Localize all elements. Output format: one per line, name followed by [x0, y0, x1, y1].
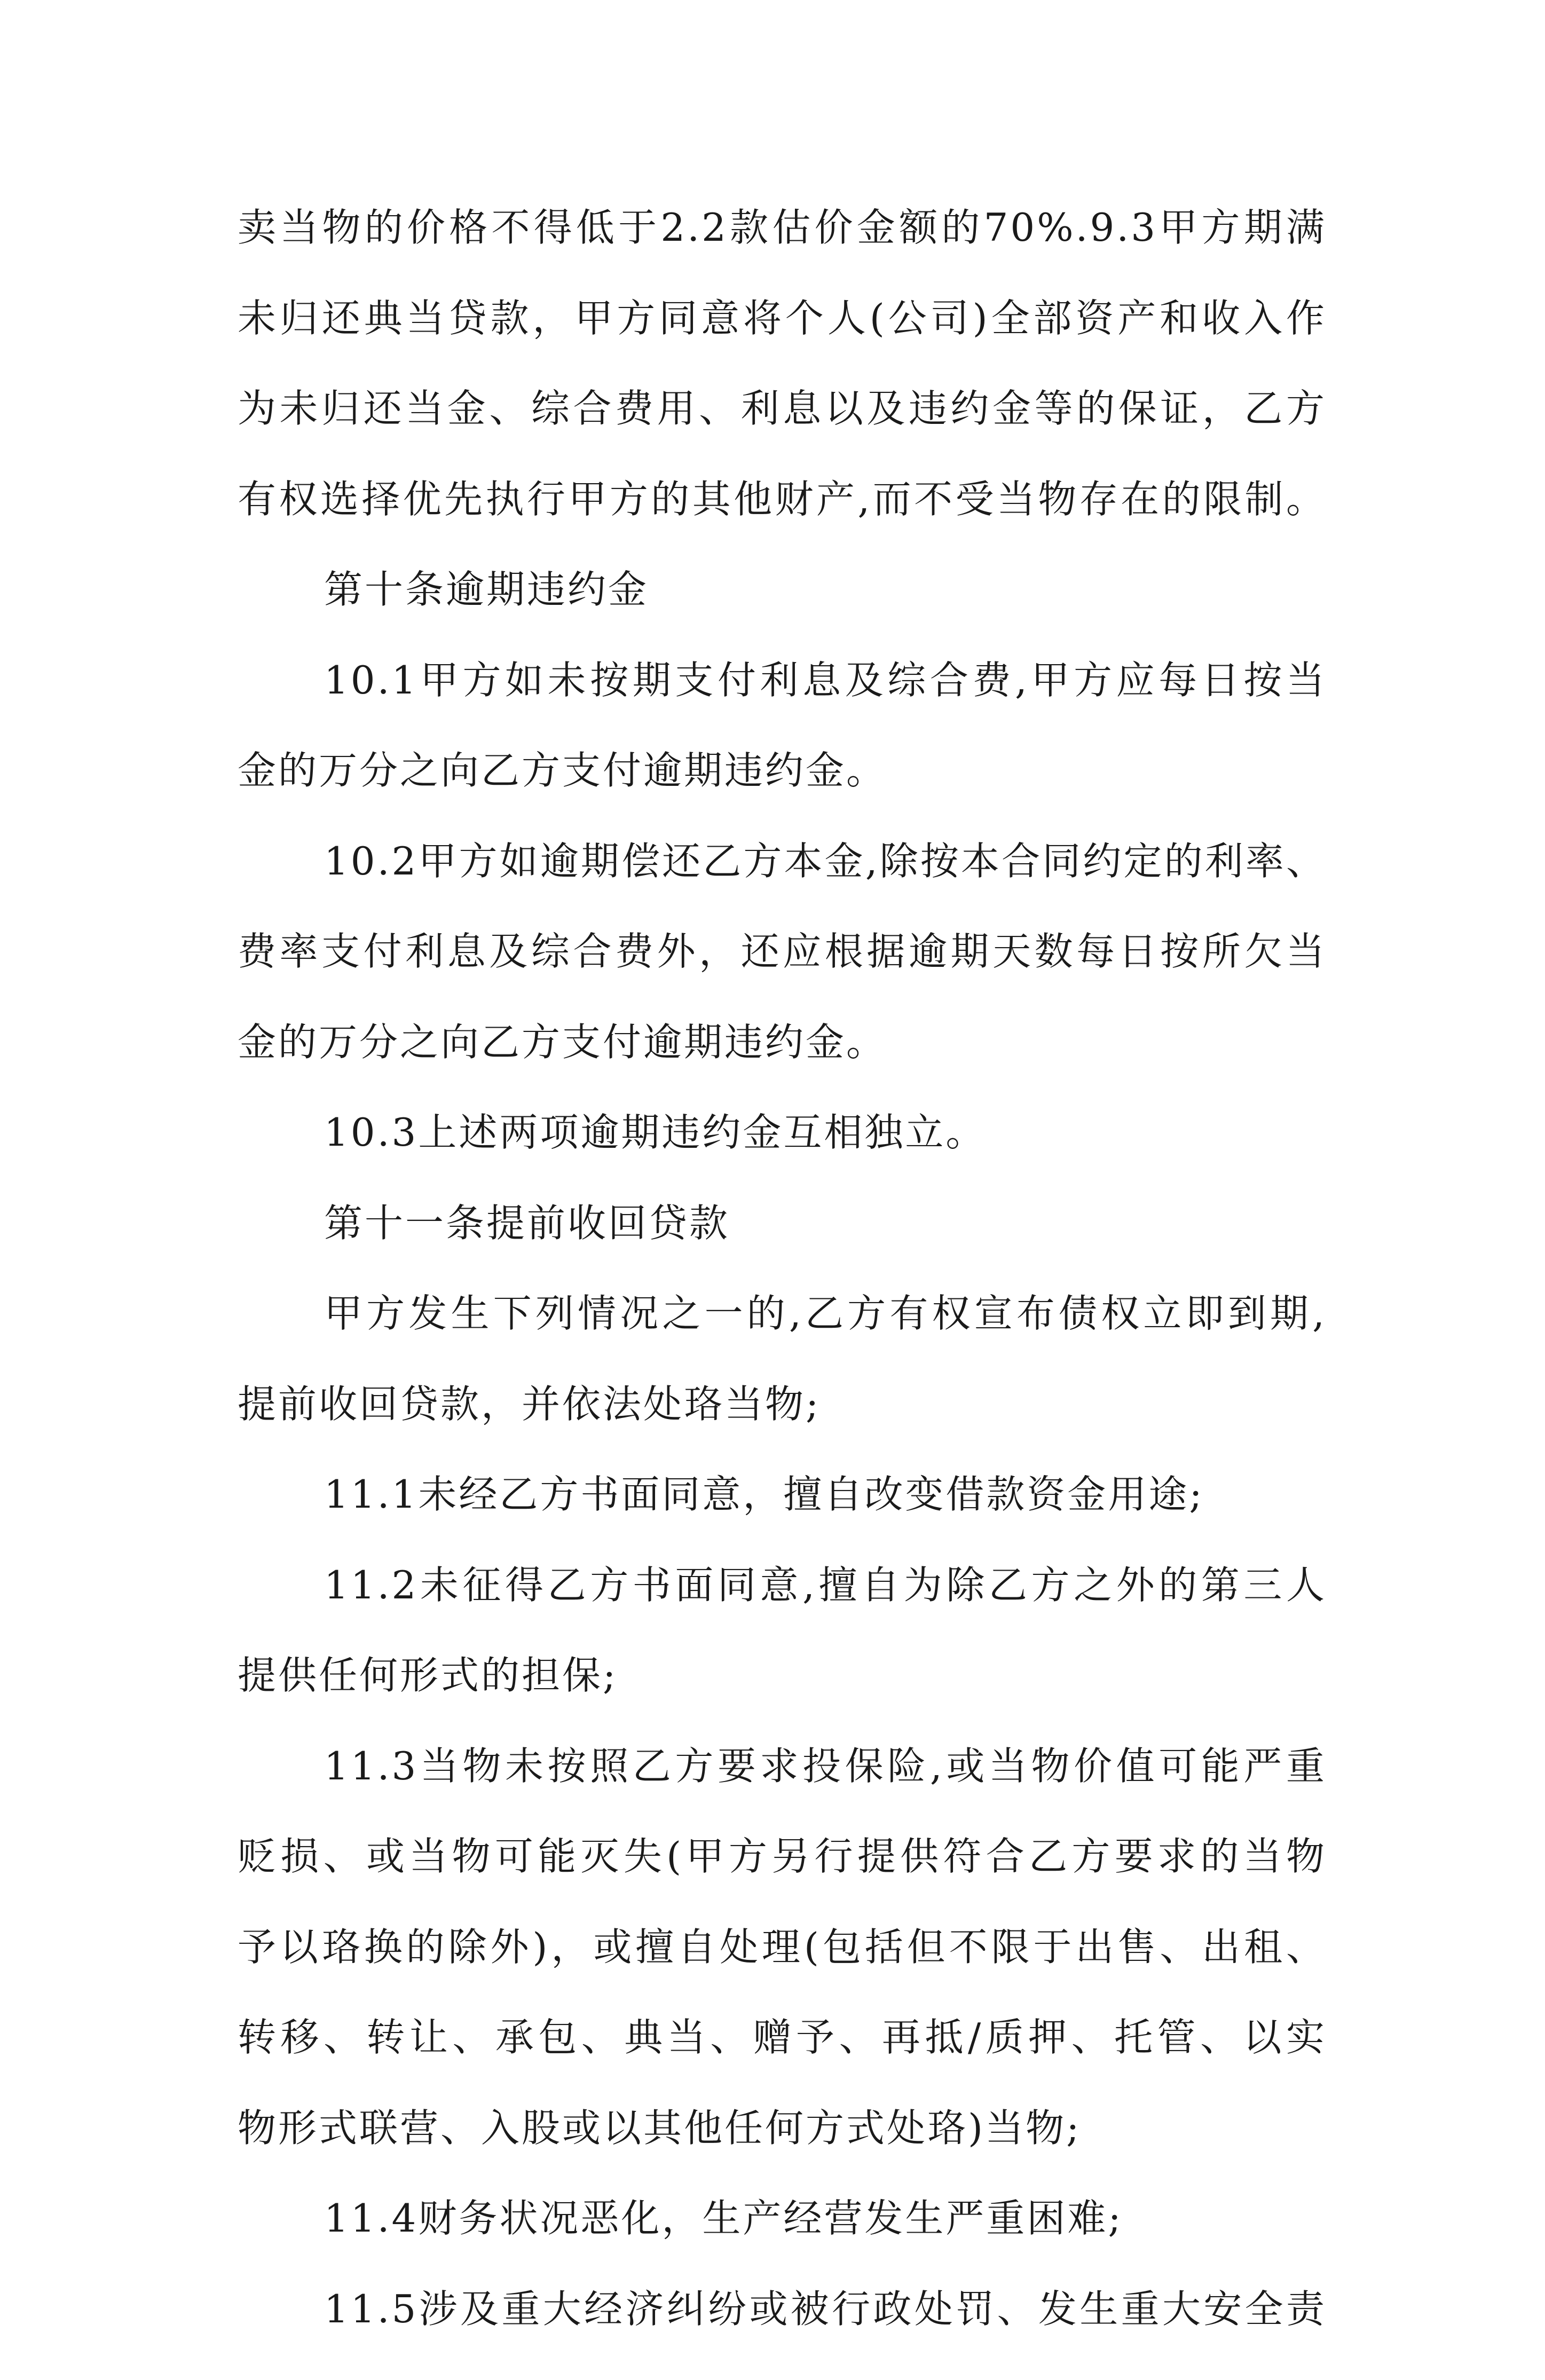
section-heading: 第十一条提前收回贷款 — [238, 1204, 1327, 1295]
text-line: 11.2未征得乙方书面同意,擅自为除乙方之外的第三人 — [238, 1566, 1327, 1657]
text-line: 提前收回贷款，并依法处珞当物; — [238, 1385, 1327, 1476]
text-line: 10.1甲方如未按期支付利息及综合费,甲方应每日按当 — [238, 661, 1327, 752]
contract-body-text — [238, 208, 1327, 2380]
text-line: 有权选择优先执行甲方的其他财产,而不受当物存在的限制。 — [238, 480, 1327, 571]
text-line: 11.5涉及重大经济纠纷或被行政处罚、发生重大安全责 — [238, 2290, 1327, 2380]
text-line: 转移、转让、承包、典当、赠予、再抵/质押、托管、以实 — [238, 2018, 1327, 2109]
text-line: 未归还典当贷款，甲方同意将个人(公司)全部资产和收入作 — [238, 299, 1327, 390]
text-line: 金的万分之向乙方支付逾期违约金。 — [238, 1023, 1327, 1114]
text-line: 为未归还当金、综合费用、利息以及违约金等的保证，乙方 — [238, 389, 1327, 480]
section-heading: 第十条逾期违约金 — [238, 570, 1327, 661]
text-line: 予以珞换的除外)，或擅自处理(包括但不限于出售、出租、 — [238, 1928, 1327, 2019]
text-line: 甲方发生下列情况之一的,乙方有权宣布债权立即到期, — [238, 1294, 1327, 1385]
text-line: 提供任何形式的担保; — [238, 1656, 1327, 1747]
text-line: 卖当物的价格不得低于2.2款估价金额的70%.9.3甲方期满 — [238, 208, 1327, 299]
text-line: 贬损、或当物可能灭失(甲方另行提供符合乙方要求的当物 — [238, 1837, 1327, 1928]
text-line: 10.3上述两项逾期违约金互相独立。 — [238, 1113, 1327, 1204]
text-line: 金的万分之向乙方支付逾期违约金。 — [238, 751, 1327, 842]
text-line: 11.1未经乙方书面同意，擅自改变借款资金用途; — [238, 1475, 1327, 1566]
text-line: 11.4财务状况恶化，生产经营发生严重困难; — [238, 2199, 1327, 2290]
text-line: 费率支付利息及综合费外，还应根据逾期天数每日按所欠当 — [238, 932, 1327, 1023]
text-line: 11.3当物未按照乙方要求投保险,或当物价值可能严重 — [238, 1747, 1327, 1838]
text-line: 10.2甲方如逾期偿还乙方本金,除按本合同约定的利率、 — [238, 842, 1327, 933]
text-line: 物形式联营、入股或以其他任何方式处珞)当物; — [238, 2109, 1327, 2200]
